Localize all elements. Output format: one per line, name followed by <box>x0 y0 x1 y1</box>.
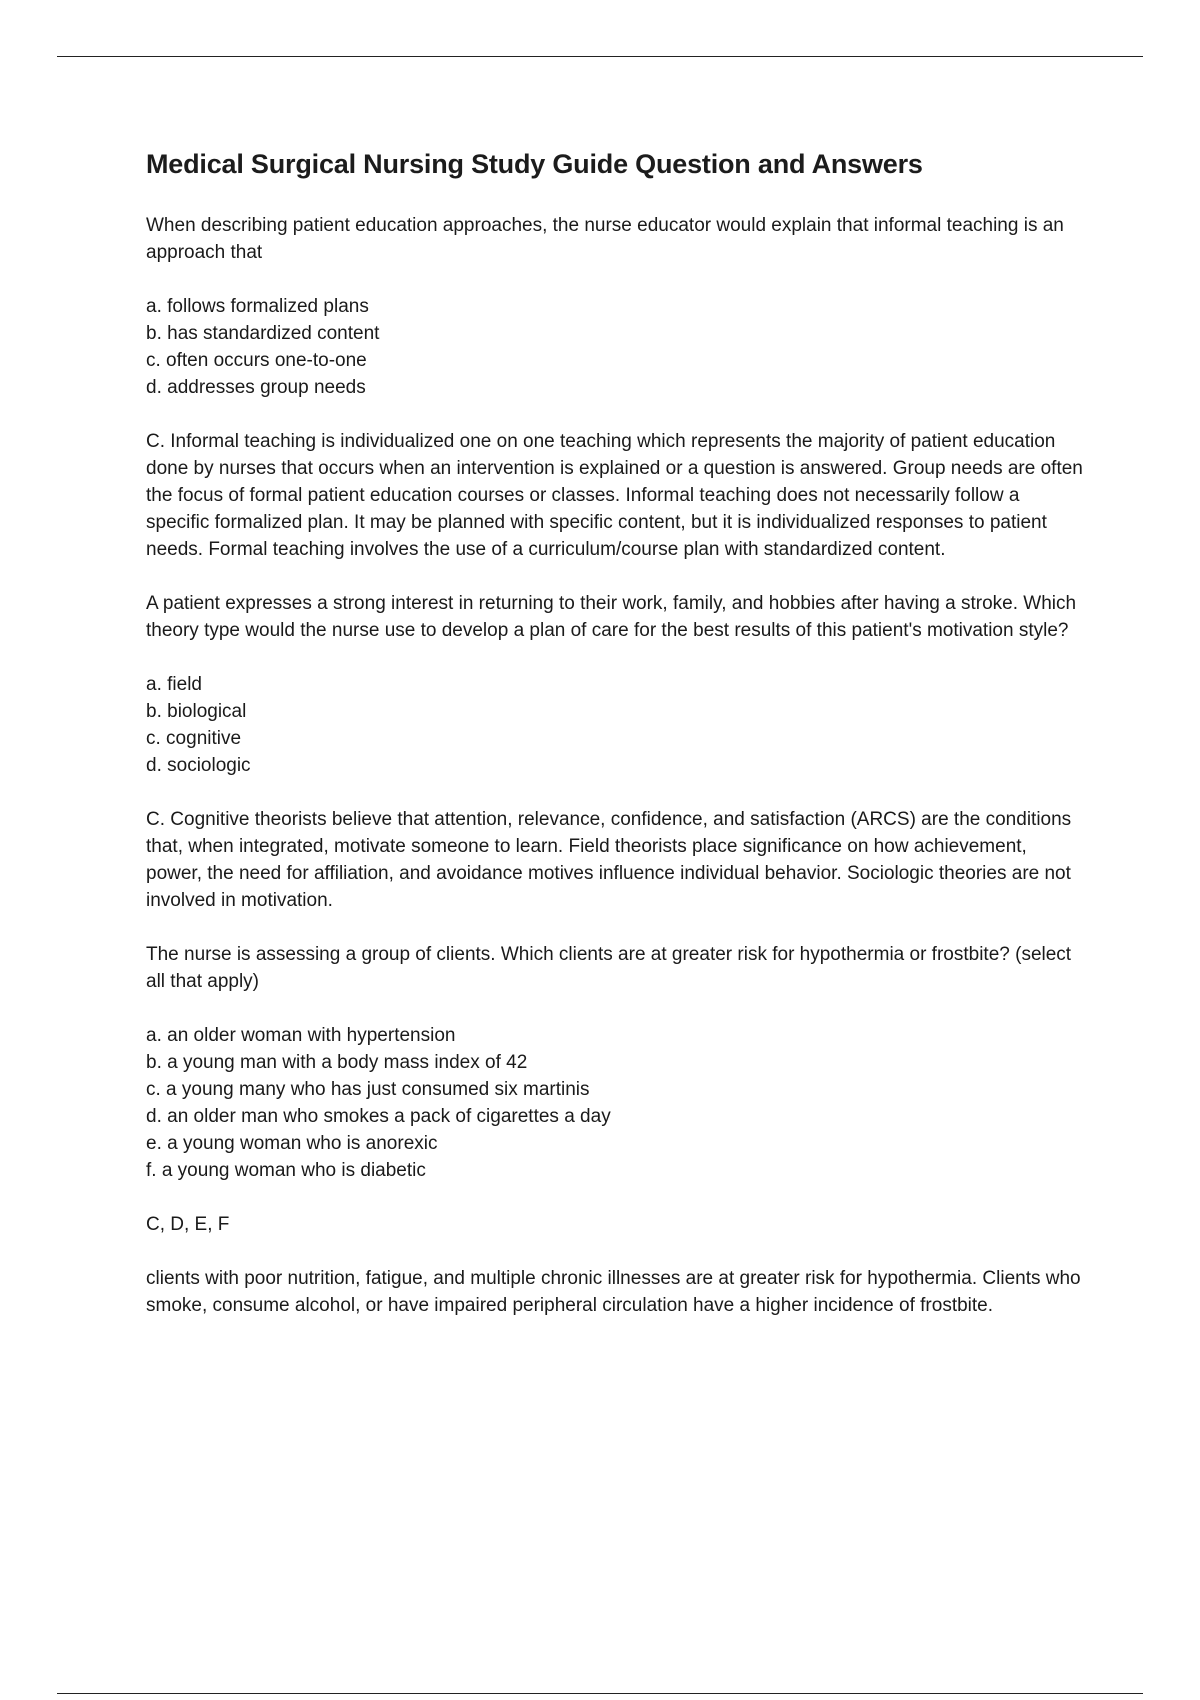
option-item: a. follows formalized plans <box>146 296 369 317</box>
question-3-text: The nurse is assessing a group of clients. Which clients are at greater risk for hypothermia or frostbite? (select all that apply) <box>146 944 1072 992</box>
option-item: a. field <box>146 674 202 695</box>
option-item: d. sociologic <box>146 755 251 776</box>
document-title: Medical Surgical Nursing Study Guide Question and Answers <box>146 149 923 179</box>
question-1-text: When describing patient education approaches, the nurse educator would explain that informal teaching is an approach that <box>146 215 1064 263</box>
top-rule <box>57 56 1143 57</box>
option-item: b. a young man with a body mass index of 42 <box>146 1052 528 1073</box>
question-1-answer: C. Informal teaching is individualized one on one teaching which represents the majority of patient education done by nurses that occurs when an intervention is explained or a question is answered. Group needs are often the focus of formal patient education courses or classes. Informal teaching does not necessarily follow a specific formalized plan. It may be planned with specific content, but it is individualized responses to patient needs. Formal teaching involves the use of a curriculum/course plan with standardized content. <box>146 431 1083 560</box>
option-item: c. cognitive <box>146 728 242 749</box>
option-item: d. addresses group needs <box>146 377 366 398</box>
question-2-answer: C. Cognitive theorists believe that attention, relevance, confidence, and satisfaction (ARCS) are the conditions that, when integrated, motivate someone to learn. Field theorists place significance on how achievement, power, the need for affiliation, and avoidance motives influence individual behavior. Sociologic theories are not involved in motivation. <box>146 809 1072 911</box>
bottom-rule <box>57 1693 1143 1694</box>
question-2-text: A patient expresses a strong interest in returning to their work, family, and hobbies after having a stroke. Which theory type would the nurse use to develop a plan of care for the best results of this patient's motivation style? <box>146 593 1077 641</box>
option-item: b. has standardized content <box>146 323 380 344</box>
option-item: d. an older man who smokes a pack of cigarettes a day <box>146 1106 611 1127</box>
option-item: c. a young many who has just consumed six martinis <box>146 1079 590 1100</box>
question-2-options <box>146 671 1086 779</box>
question-3-answer-key: C, D, E, F <box>146 1214 230 1235</box>
document-page <box>146 146 1086 1346</box>
option-item: f. a young woman who is diabetic <box>146 1160 426 1181</box>
option-item: c. often occurs one-to-one <box>146 350 367 371</box>
question-1-options <box>146 293 1086 401</box>
option-item: a. an older woman with hypertension <box>146 1025 456 1046</box>
option-item: b. biological <box>146 701 247 722</box>
option-item: e. a young woman who is anorexic <box>146 1133 438 1154</box>
question-3-answer: clients with poor nutrition, fatigue, and multiple chronic illnesses are at greater risk for hypothermia. Clients who smoke, consume alcohol, or have impaired peripheral circulation have a higher incidence of frostbite. <box>146 1268 1081 1316</box>
question-3-options <box>146 1022 1086 1184</box>
